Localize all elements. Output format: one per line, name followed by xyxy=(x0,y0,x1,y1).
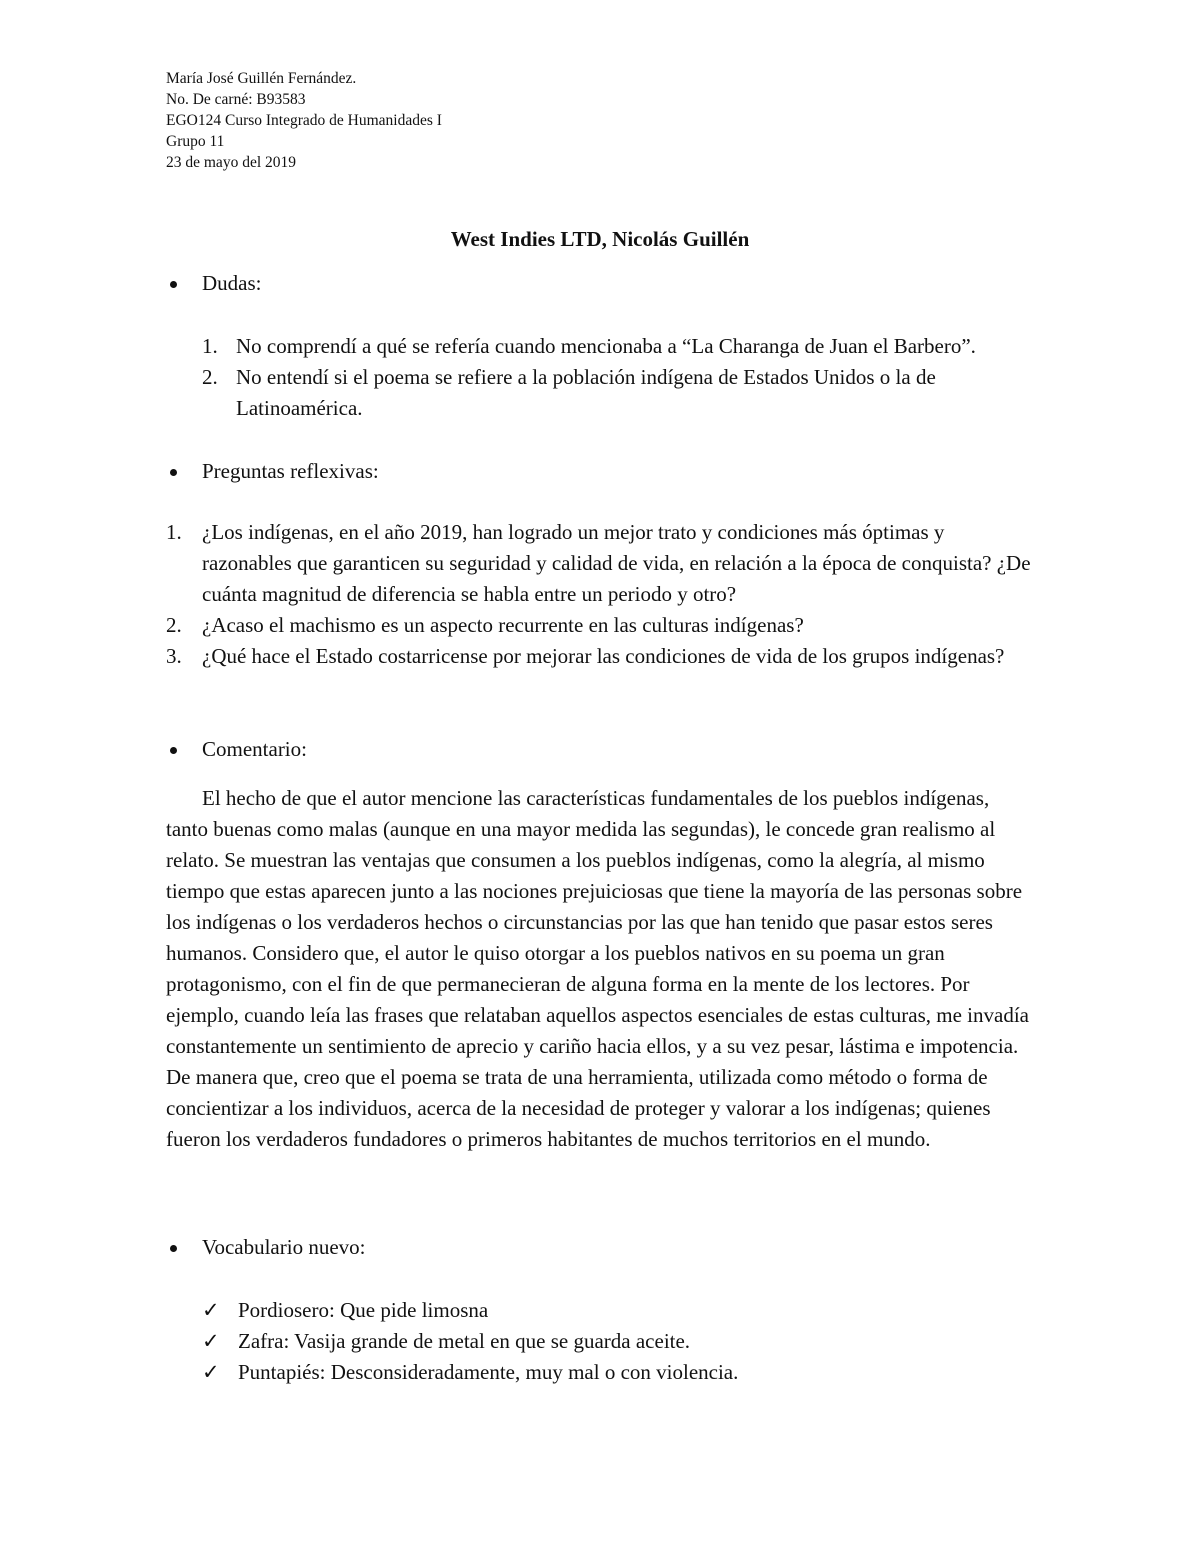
preguntas-list xyxy=(166,517,1036,672)
document-date: 23 de mayo del 2019 xyxy=(166,154,297,171)
list-item-text: ¿Qué hace el Estado costarricense por mejorar las condiciones de vida de los grupos indígenas? xyxy=(202,644,1005,668)
list-item-text: No entendí si el poema se refiere a la población indígena de Estados Unidos o la de Latinoamérica. xyxy=(236,365,936,420)
bullet-icon xyxy=(170,1245,177,1252)
list-item xyxy=(202,362,1042,424)
bullet-icon xyxy=(170,281,177,288)
dudas-heading: Dudas: xyxy=(202,271,262,295)
document-title: West Indies LTD, Nicolás Guillén xyxy=(450,227,750,251)
author-header xyxy=(166,68,442,173)
dudas-list xyxy=(202,331,1042,424)
list-number: 1. xyxy=(166,520,182,544)
bullet-icon xyxy=(170,747,177,754)
list-number: 1. xyxy=(202,334,218,358)
vocab-item-text: Zafra: Vasija grande de metal en que se guarda aceite. xyxy=(238,1329,691,1353)
vocabulario-heading: Vocabulario nuevo: xyxy=(202,1235,366,1259)
comentario-paragraph: El hecho de que el autor mencione las características fundamentales de los pueblos indígenas, tanto buenas como malas (aunque en una mayor medida las segundas), le concede gran realismo al relato. Se muestran las ventajas que consumen a los pueblos indígenas, como la alegría, al mismo tiempo que estas aparecen junto a las nociones prejuiciosas que tiene la mayoría de las personas sobre los indígenas o los verdaderos hechos o circunstancias por las que han tenido que pasar estos seres humanos. Considero que, el autor le quiso otorgar a los pueblos nativos en su poema un gran protagonismo, con el fin de que permanecieran de alguna forma en la mente de los lectores. Por ejemplo, cuando leía las frases que relataban aquellos aspectos esenciales de estas culturas, me invadía constantemente un sentimiento de aprecio y cariño hacia ellos, y a su vez pesar, lástima e impotencia. De manera que, creo que el poema se trata de una herramienta, utilizada como método o forma de concientizar a los individuos, acerca de la necesidad de proteger y valorar a los indígenas; quienes fueron los verdaderos fundadores o primeros habitantes de muchos territorios en el mundo. xyxy=(166,786,1029,1151)
author-name: María José Guillén Fernández. xyxy=(166,70,357,87)
list-item xyxy=(166,610,1036,641)
vocab-item xyxy=(202,1295,1042,1326)
comentario-heading: Comentario: xyxy=(202,737,307,761)
checkmark-icon: ✓ xyxy=(202,1360,220,1384)
student-id: No. De carné: B93583 xyxy=(166,91,306,108)
list-item xyxy=(202,331,1042,362)
list-item-text: ¿Acaso el machismo es un aspecto recurrente en las culturas indígenas? xyxy=(202,613,804,637)
vocab-item xyxy=(202,1326,1042,1357)
preguntas-heading: Preguntas reflexivas: xyxy=(202,459,379,483)
checkmark-icon: ✓ xyxy=(202,1329,220,1353)
list-number: 2. xyxy=(166,613,182,637)
checkmark-icon: ✓ xyxy=(202,1298,220,1322)
vocab-item xyxy=(202,1357,1042,1388)
course-name: EGO124 Curso Integrado de Humanidades I xyxy=(166,112,442,129)
list-item xyxy=(166,517,1036,610)
list-item-text: No comprendí a qué se refería cuando mencionaba a “La Charanga de Juan el Barbero”. xyxy=(236,334,976,358)
vocab-item-text: Pordiosero: Que pide limosna xyxy=(238,1298,489,1322)
list-item xyxy=(166,641,1036,672)
list-item-text: ¿Los indígenas, en el año 2019, han logrado un mejor trato y condiciones más óptimas y razonables que garanticen su seguridad y calidad de vida, en relación a la época de conquista? ¿De cuánta magnitud de diferencia se habla entre un periodo y otro? xyxy=(202,520,1031,606)
list-number: 3. xyxy=(166,644,182,668)
vocabulario-list xyxy=(202,1295,1042,1388)
vocab-item-text: Puntapiés: Desconsideradamente, muy mal o con violencia. xyxy=(238,1360,739,1384)
list-number: 2. xyxy=(202,365,218,389)
bullet-icon xyxy=(170,469,177,476)
group-number: Grupo 11 xyxy=(166,133,225,150)
